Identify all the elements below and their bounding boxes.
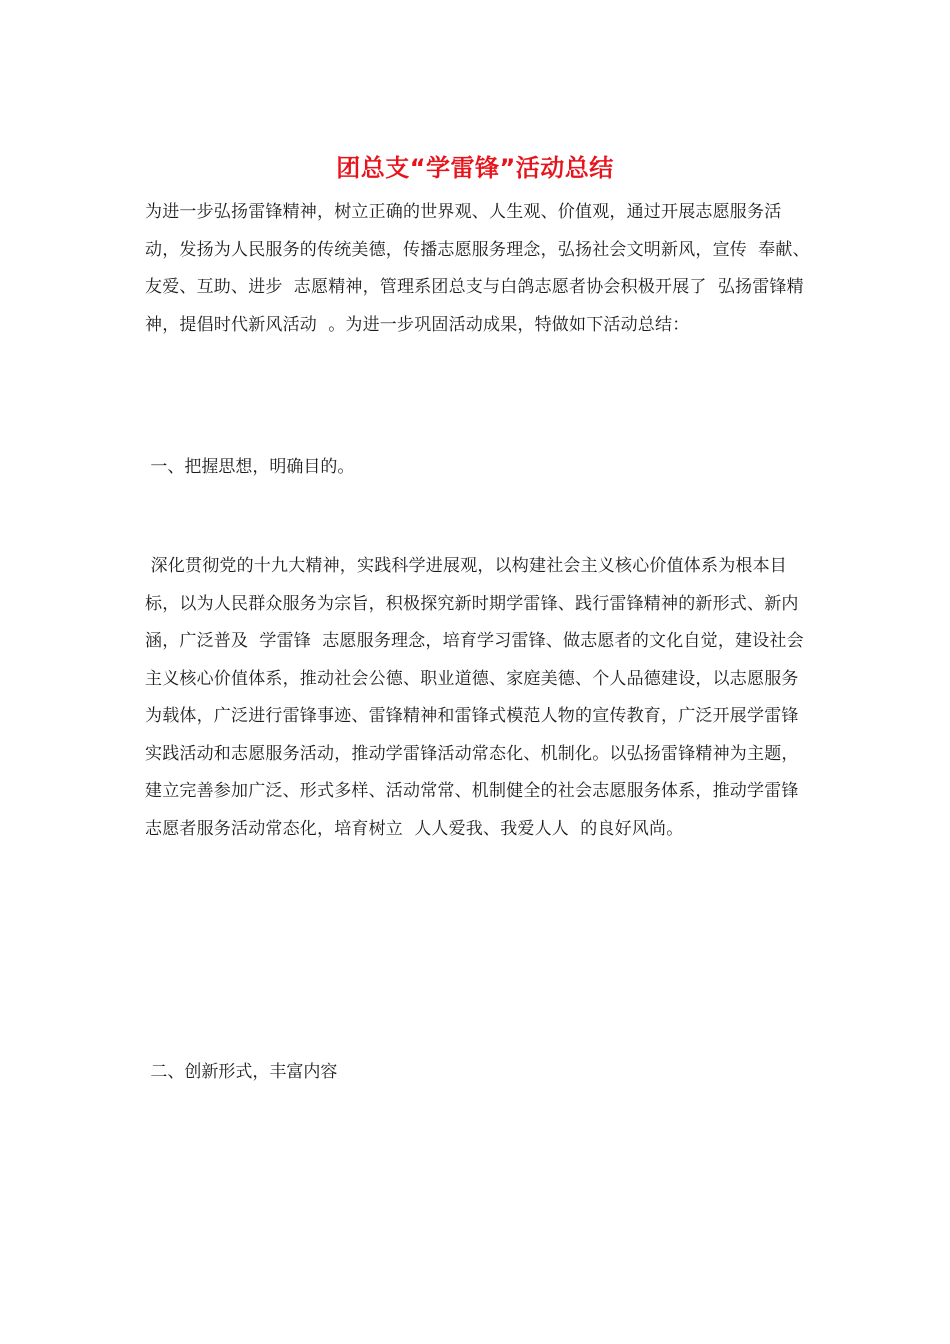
section-heading-1: 一、把握思想，明确目的。 (145, 457, 355, 477)
intro-paragraph: 为进一步弘扬雷锋精神，树立正确的世界观、人生观、价值观，通过开展志愿服务活动，发扬为人民服务的传统美德，传播志愿服务理念，弘扬社会文明新风，宣传 奉献、友爱、互助、进步 志愿精神，管理系团总支与白鸽志愿者协会积极开展了 弘扬雷锋精神，提倡时代新风活动 。为进一步巩固活动成果，特做如下活动总结： (145, 202, 810, 335)
document-title: 团总支“学雷锋”活动总结 (336, 154, 614, 182)
section-heading-2: 二、创新形式，丰富内容 (145, 1062, 338, 1082)
section-1-paragraph: 深化贯彻党的十九大精神，实践科学进展观，以构建社会主义核心价值体系为根本目标，以为人民群众服务为宗旨，积极探究新时期学雷锋、践行雷锋精神的新形式、新内涵，广泛普及 学雷锋 志愿服务理念，培育学习雷锋、做志愿者的文化自觉，建设社会主义核心价值体系，推动社会公德、职业道德、家庭美德、个人品德建设，以志愿服务为载体，广泛进行雷锋事迹、雷锋精神和雷锋式模范人物的宣传教育，广泛开展学雷锋实践活动和志愿服务活动，推动学雷锋活动常态化、机制化。以弘扬雷锋精神为主题，建立完善参加广泛、形式多样、活动常常、机制健全的社会志愿服务体系，推动学雷锋志愿者服务活动常态化，培育树立 人人爱我、我爱人人 的良好风尚。 (145, 556, 804, 839)
